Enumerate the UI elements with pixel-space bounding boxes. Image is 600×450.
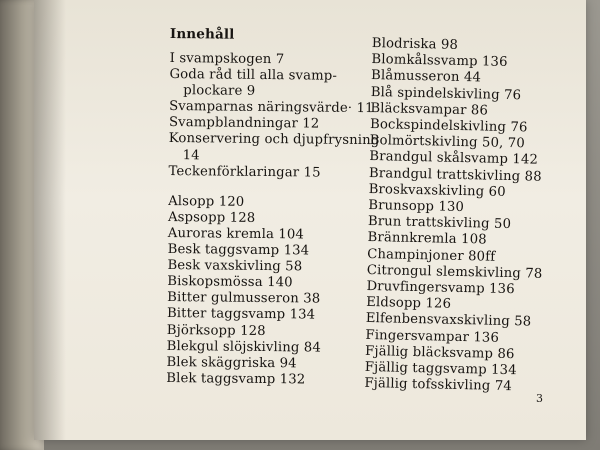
toc-entry: Brun trattskivling 50 — [367, 214, 512, 233]
toc-entry: Brännkremla 108 — [367, 230, 487, 248]
toc-entry: Brandgul skålsvamp 142 — [369, 149, 539, 169]
toc-entry: Blek skäggriska 94 — [166, 354, 297, 372]
toc-entry: Blodriska 98 — [371, 36, 459, 53]
toc-entry: Blek taggsvamp 132 — [166, 370, 306, 388]
toc-entry: Fjällig taggsvamp 134 — [364, 359, 517, 379]
toc-entry: Teckenförklaringar 15 — [168, 163, 321, 181]
toc-entry: Björksopp 128 — [166, 322, 266, 339]
toc-entry: Bläcksvampar 86 — [370, 100, 489, 119]
toc-entry: Eldsopp 126 — [366, 295, 452, 313]
toc-entry: Blekgul slöjskivling 84 — [166, 338, 322, 356]
toc-entry: Fjällig bläcksvamp 86 — [364, 343, 515, 363]
toc-entry: Fjällig tofsskivling 74 — [364, 376, 513, 395]
toc-entry: Elfenbensvaxskivling 58 — [365, 311, 532, 330]
toc-entry: 14 — [182, 147, 200, 163]
toc-entry: Aspsopp 128 — [167, 209, 256, 226]
toc-entry: Auroras kremla 104 — [167, 225, 305, 243]
toc-entry: Bitter taggsvamp 134 — [166, 306, 316, 323]
toc-entry: Bockspindelskivling 76 — [369, 116, 528, 136]
toc-entry: Druvfingersvamp 136 — [366, 278, 515, 298]
toc-entry: Bitter gulmusseron 38 — [167, 290, 321, 307]
page-gutter-shadow — [34, 0, 66, 440]
toc-entry: Svampblandningar 12 — [168, 115, 320, 132]
toc-entry: Fingersvampar 136 — [365, 327, 500, 346]
toc-heading: Innehåll — [169, 26, 235, 43]
page-number: 3 — [536, 392, 543, 405]
toc-entry: Besk taggsvamp 134 — [167, 242, 310, 259]
toc-entry: Champinjoner 80ff — [367, 246, 496, 265]
toc-entry: Brandgul trattskivling 88 — [368, 165, 542, 185]
toc-entry: Citrongul slemskivling 78 — [366, 262, 543, 282]
toc-right-column — [364, 36, 562, 397]
toc-entry: Blomkålssvamp 136 — [371, 52, 508, 71]
toc-entry: Konservering och djupfrysning — [168, 131, 380, 149]
toc-entry: Svamparnas näringsvärde· 11 — [169, 99, 374, 117]
toc-left-column — [166, 26, 380, 389]
toc-entry: Biskopsmössa 140 — [167, 274, 293, 291]
toc-entry: Bolmörtskivling 50, 70 — [369, 133, 525, 152]
toc-entry: Goda råd till alla svamp- — [169, 67, 338, 84]
toc-entry: Blå spindelskivling 76 — [370, 84, 522, 103]
toc-entry: plockare 9 — [183, 83, 256, 100]
toc-entry: Broskvaxskivling 60 — [368, 181, 506, 200]
toc-entry: I svampskogen 7 — [169, 50, 285, 68]
toc-entry: Besk vaxskivling 58 — [167, 258, 303, 275]
toc-entry: Brunsopp 130 — [368, 197, 465, 216]
toc-entry: Blåmusseron 44 — [370, 68, 482, 86]
toc-entry: Alsopp 120 — [168, 193, 245, 210]
